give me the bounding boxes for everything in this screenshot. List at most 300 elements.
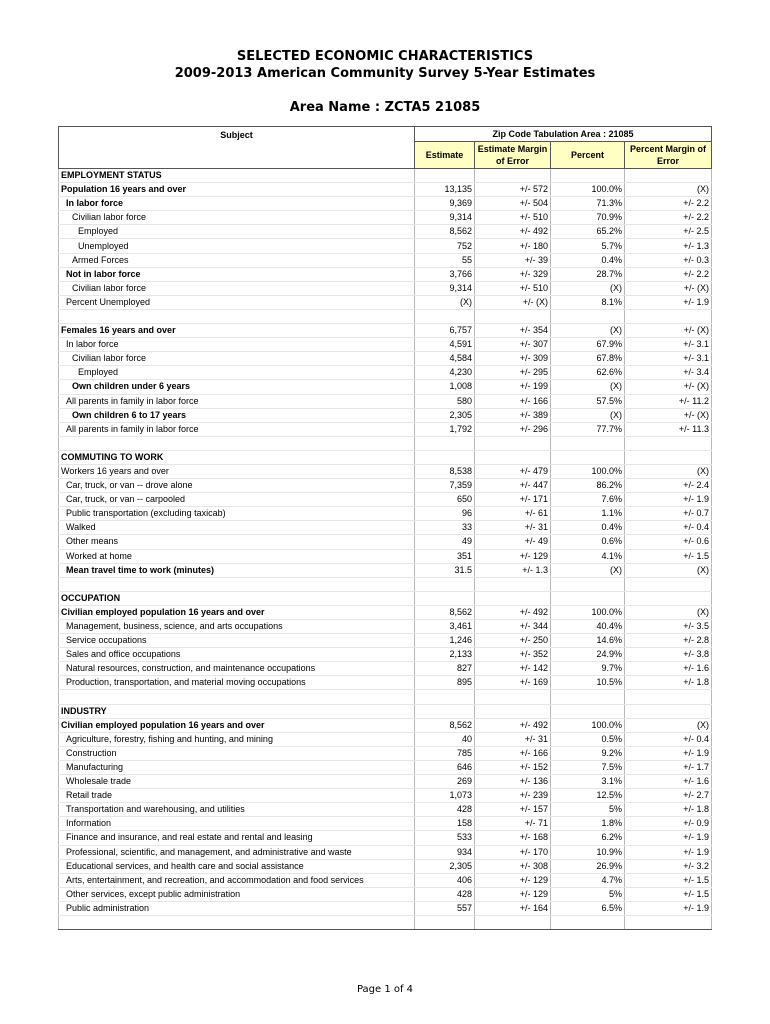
section-row xyxy=(59,704,712,718)
estimate-moe-cell: +/- 308 xyxy=(475,859,551,873)
estimate-moe-cell: +/- 572 xyxy=(475,183,551,197)
estimate-moe-cell: +/- 479 xyxy=(475,464,551,478)
percent-moe-cell: +/- 0.4 xyxy=(625,732,712,746)
estimate-moe-cell: +/- 296 xyxy=(475,422,551,436)
percent-cell: 6.2% xyxy=(551,831,625,845)
estimate-cell: 96 xyxy=(415,507,475,521)
percent-cell: (X) xyxy=(551,324,625,338)
row-label: Car, truck, or van -- carpooled xyxy=(59,493,415,507)
table-row xyxy=(59,408,712,422)
percent-header: Percent xyxy=(551,142,625,169)
percent-cell: (X) xyxy=(551,281,625,295)
percent-cell: 10.5% xyxy=(551,676,625,690)
percent-moe-cell: +/- 1.9 xyxy=(625,831,712,845)
estimate-moe-cell: +/- 447 xyxy=(475,479,551,493)
row-label: Civilian employed population 16 years and over xyxy=(59,605,415,619)
percent-cell: 70.9% xyxy=(551,211,625,225)
table-row xyxy=(59,789,712,803)
table-row xyxy=(59,845,712,859)
percent-moe-header xyxy=(625,142,712,169)
estimate-cell: 9,314 xyxy=(415,281,475,295)
percent-moe-cell: +/- 2.4 xyxy=(625,479,712,493)
estimate-moe-cell: +/- 129 xyxy=(475,549,551,563)
table-row xyxy=(59,394,712,408)
row-label: Population 16 years and over xyxy=(59,183,415,197)
page-number: Page 1 of 4 xyxy=(356,984,414,995)
percent-cell: 100.0% xyxy=(551,605,625,619)
percent-moe-cell: +/- (X) xyxy=(625,324,712,338)
row-label: Professional, scientific, and management, and administrative and waste xyxy=(59,845,415,859)
row-label: Percent Unemployed xyxy=(59,295,415,309)
document-subtitle: 2009-2013 American Community Survey 5-Year Estimates xyxy=(174,66,596,81)
percent-cell: 40.4% xyxy=(551,620,625,634)
estimate-cell: 2,133 xyxy=(415,648,475,662)
percent-moe-cell xyxy=(625,577,712,591)
estimate-cell: 580 xyxy=(415,394,475,408)
percent-cell: 100.0% xyxy=(551,464,625,478)
percent-moe-cell: +/- 1.9 xyxy=(625,493,712,507)
table-row xyxy=(59,197,712,211)
percent-moe-cell: +/- 1.5 xyxy=(625,887,712,901)
percent-moe-cell: +/- 3.2 xyxy=(625,859,712,873)
estimate-cell xyxy=(415,450,475,464)
percent-moe-cell: (X) xyxy=(625,718,712,732)
percent-cell xyxy=(551,450,625,464)
table-row xyxy=(59,225,712,239)
percent-moe-cell: +/- 1.5 xyxy=(625,873,712,887)
row-label: In labor force xyxy=(59,338,415,352)
table-row xyxy=(59,662,712,676)
percent-cell xyxy=(551,436,625,450)
estimate-cell xyxy=(415,690,475,704)
percent-cell: 4.7% xyxy=(551,873,625,887)
percent-cell xyxy=(551,577,625,591)
estimate-cell: 8,562 xyxy=(415,605,475,619)
table-row xyxy=(59,605,712,619)
row-label: Natural resources, construction, and maintenance occupations xyxy=(59,662,415,676)
estimate-cell: 557 xyxy=(415,901,475,915)
estimate-cell: 6,757 xyxy=(415,324,475,338)
percent-cell: 4.1% xyxy=(551,549,625,563)
percent-moe-cell: +/- 11.2 xyxy=(625,394,712,408)
estimate-moe-cell: +/- 354 xyxy=(475,324,551,338)
table-row xyxy=(59,267,712,281)
row-label: Employed xyxy=(59,366,415,380)
row-label: Armed Forces xyxy=(59,253,415,267)
row-label: Walked xyxy=(59,521,415,535)
percent-moe-cell: +/- 11.3 xyxy=(625,422,712,436)
row-label xyxy=(59,436,415,450)
percent-moe-cell: +/- 3.8 xyxy=(625,648,712,662)
estimate-cell: 785 xyxy=(415,746,475,760)
table-row xyxy=(59,746,712,760)
table-row xyxy=(59,324,712,338)
estimate-moe-cell: +/- 136 xyxy=(475,775,551,789)
table-row xyxy=(59,295,712,309)
percent-moe-cell: (X) xyxy=(625,183,712,197)
percent-moe-cell: +/- 3.1 xyxy=(625,352,712,366)
estimate-moe-cell: +/- 129 xyxy=(475,887,551,901)
percent-moe-cell: +/- 2.2 xyxy=(625,197,712,211)
percent-cell xyxy=(551,591,625,605)
estimate-cell: 1,073 xyxy=(415,789,475,803)
estimate-moe-cell xyxy=(475,450,551,464)
percent-moe-cell xyxy=(625,690,712,704)
percent-cell: 1.1% xyxy=(551,507,625,521)
percent-moe-cell: +/- 0.6 xyxy=(625,535,712,549)
table-row xyxy=(59,366,712,380)
estimate-cell: 895 xyxy=(415,676,475,690)
row-label: Finance and insurance, and real estate and rental and leasing xyxy=(59,831,415,845)
table-row xyxy=(59,507,712,521)
section-row xyxy=(59,450,712,464)
table-row xyxy=(59,873,712,887)
row-label xyxy=(59,577,415,591)
percent-cell: 86.2% xyxy=(551,479,625,493)
percent-cell: 100.0% xyxy=(551,718,625,732)
estimate-moe-cell: +/- 352 xyxy=(475,648,551,662)
table-row xyxy=(59,352,712,366)
row-label: Civilian labor force xyxy=(59,211,415,225)
row-label: Workers 16 years and over xyxy=(59,464,415,478)
percent-moe-cell: +/- 1.6 xyxy=(625,662,712,676)
percent-moe-cell xyxy=(625,169,712,183)
percent-moe-cell: +/- 0.9 xyxy=(625,817,712,831)
estimate-cell: 428 xyxy=(415,887,475,901)
estimate-moe-cell: +/- 129 xyxy=(475,873,551,887)
row-label: Production, transportation, and material moving occupations xyxy=(59,676,415,690)
percent-cell: 12.5% xyxy=(551,789,625,803)
zip-group-header: Zip Code Tabulation Area : 21085 xyxy=(415,127,712,142)
percent-cell xyxy=(551,915,625,929)
estimate-moe-header xyxy=(475,142,551,169)
table-row xyxy=(59,183,712,197)
table-row xyxy=(59,831,712,845)
estimate-moe-cell: +/- 250 xyxy=(475,634,551,648)
estimate-cell: 533 xyxy=(415,831,475,845)
percent-moe-cell: +/- 2.2 xyxy=(625,267,712,281)
percent-cell: 67.8% xyxy=(551,352,625,366)
row-label: Transportation and warehousing, and utilities xyxy=(59,803,415,817)
estimate-moe-cell: +/- 142 xyxy=(475,662,551,676)
percent-cell: 65.2% xyxy=(551,225,625,239)
row-label: Females 16 years and over xyxy=(59,324,415,338)
row-label: Unemployed xyxy=(59,239,415,253)
percent-cell: (X) xyxy=(551,380,625,394)
row-label: Service occupations xyxy=(59,634,415,648)
row-label: Own children 6 to 17 years xyxy=(59,408,415,422)
table-row xyxy=(59,732,712,746)
table-body xyxy=(59,169,712,930)
percent-cell: 9.7% xyxy=(551,662,625,676)
estimate-cell: 49 xyxy=(415,535,475,549)
estimate-moe-cell: +/- 199 xyxy=(475,380,551,394)
row-label: All parents in family in labor force xyxy=(59,394,415,408)
blank-row xyxy=(59,309,712,323)
table-row xyxy=(59,648,712,662)
estimate-cell: 428 xyxy=(415,803,475,817)
percent-moe-cell: +/- (X) xyxy=(625,380,712,394)
estimate-moe-cell: +/- 31 xyxy=(475,521,551,535)
percent-cell: 100.0% xyxy=(551,183,625,197)
percent-moe-cell xyxy=(625,450,712,464)
estimate-cell: 4,584 xyxy=(415,352,475,366)
table-row xyxy=(59,859,712,873)
estimate-cell xyxy=(415,591,475,605)
estimate-cell xyxy=(415,309,475,323)
table-row xyxy=(59,887,712,901)
row-label: Retail trade xyxy=(59,789,415,803)
row-label: Civilian labor force xyxy=(59,281,415,295)
estimate-cell: 3,766 xyxy=(415,267,475,281)
estimate-moe-cell xyxy=(475,591,551,605)
percent-cell: 3.1% xyxy=(551,775,625,789)
percent-moe-cell: +/- (X) xyxy=(625,281,712,295)
estimate-cell: 9,369 xyxy=(415,197,475,211)
row-label: Manufacturing xyxy=(59,760,415,774)
blank-row xyxy=(59,690,712,704)
percent-cell: 7.5% xyxy=(551,760,625,774)
percent-cell: 10.9% xyxy=(551,845,625,859)
estimate-moe-cell: +/- 309 xyxy=(475,352,551,366)
percent-cell: 1.8% xyxy=(551,817,625,831)
table-row xyxy=(59,760,712,774)
row-label: Other means xyxy=(59,535,415,549)
estimate-moe-cell: +/- 492 xyxy=(475,225,551,239)
estimate-moe-cell: +/- 61 xyxy=(475,507,551,521)
estimate-moe-cell: +/- 504 xyxy=(475,197,551,211)
document-title: SELECTED ECONOMIC CHARACTERISTICS xyxy=(236,49,534,64)
estimate-moe-cell xyxy=(475,169,551,183)
row-label: Civilian employed population 16 years and over xyxy=(59,718,415,732)
percent-cell: 67.9% xyxy=(551,338,625,352)
percent-moe-cell: +/- 0.4 xyxy=(625,521,712,535)
percent-moe-cell: +/- 1.8 xyxy=(625,803,712,817)
percent-cell xyxy=(551,690,625,704)
estimate-cell: 4,591 xyxy=(415,338,475,352)
percent-moe-cell: +/- 1.6 xyxy=(625,775,712,789)
blank-row xyxy=(59,436,712,450)
section-row xyxy=(59,169,712,183)
percent-cell: 14.6% xyxy=(551,634,625,648)
table-row xyxy=(59,549,712,563)
percent-moe-header-text: Percent Margin of Error xyxy=(630,144,707,166)
percent-moe-cell: +/- 1.9 xyxy=(625,901,712,915)
estimate-cell: 33 xyxy=(415,521,475,535)
table-row xyxy=(59,901,712,915)
percent-cell: 71.3% xyxy=(551,197,625,211)
percent-cell: 57.5% xyxy=(551,394,625,408)
table-row xyxy=(59,803,712,817)
estimate-moe-cell: +/- 169 xyxy=(475,676,551,690)
percent-moe-cell: (X) xyxy=(625,464,712,478)
estimate-cell xyxy=(415,436,475,450)
table-row xyxy=(59,718,712,732)
estimate-moe-cell xyxy=(475,915,551,929)
percent-moe-cell: +/- 3.1 xyxy=(625,338,712,352)
estimate-moe-cell: +/- 307 xyxy=(475,338,551,352)
percent-cell: 5.7% xyxy=(551,239,625,253)
percent-cell: 6.5% xyxy=(551,901,625,915)
row-label xyxy=(59,309,415,323)
estimate-moe-cell xyxy=(475,309,551,323)
estimate-cell: 827 xyxy=(415,662,475,676)
percent-moe-cell: (X) xyxy=(625,605,712,619)
estimate-moe-cell: +/- (X) xyxy=(475,295,551,309)
percent-moe-cell: +/- 2.7 xyxy=(625,789,712,803)
estimate-moe-cell: +/- 39 xyxy=(475,253,551,267)
estimate-cell: 1,246 xyxy=(415,634,475,648)
percent-cell: 9.2% xyxy=(551,746,625,760)
estimate-moe-cell: +/- 164 xyxy=(475,901,551,915)
table-row xyxy=(59,634,712,648)
estimate-cell: 7,359 xyxy=(415,479,475,493)
estimate-cell: 3,461 xyxy=(415,620,475,634)
percent-moe-cell: +/- 1.8 xyxy=(625,676,712,690)
row-label: All parents in family in labor force xyxy=(59,422,415,436)
estimate-moe-cell: +/- 180 xyxy=(475,239,551,253)
estimate-moe-cell: +/- 329 xyxy=(475,267,551,281)
estimate-cell: (X) xyxy=(415,295,475,309)
estimate-moe-cell: +/- 295 xyxy=(475,366,551,380)
estimate-moe-cell xyxy=(475,577,551,591)
table-row xyxy=(59,676,712,690)
row-label xyxy=(59,915,415,929)
table-row xyxy=(59,479,712,493)
estimate-moe-cell: +/- 157 xyxy=(475,803,551,817)
table-row xyxy=(59,239,712,253)
section-row xyxy=(59,591,712,605)
percent-cell xyxy=(551,704,625,718)
estimate-moe-cell: +/- 389 xyxy=(475,408,551,422)
percent-moe-cell: +/- 1.9 xyxy=(625,746,712,760)
estimate-cell: 8,538 xyxy=(415,464,475,478)
table-row xyxy=(59,817,712,831)
estimate-cell: 269 xyxy=(415,775,475,789)
percent-moe-cell: (X) xyxy=(625,563,712,577)
row-label: Educational services, and health care and social assistance xyxy=(59,859,415,873)
percent-cell: 5% xyxy=(551,803,625,817)
percent-moe-cell: +/- (X) xyxy=(625,408,712,422)
percent-cell: 5% xyxy=(551,887,625,901)
estimate-cell xyxy=(415,704,475,718)
table-row xyxy=(59,464,712,478)
estimate-cell: 2,305 xyxy=(415,859,475,873)
estimate-moe-cell: +/- 171 xyxy=(475,493,551,507)
row-label: Not in labor force xyxy=(59,267,415,281)
percent-moe-cell: +/- 2.5 xyxy=(625,225,712,239)
estimate-cell: 158 xyxy=(415,817,475,831)
percent-moe-cell: +/- 1.3 xyxy=(625,239,712,253)
estimate-moe-cell: +/- 31 xyxy=(475,732,551,746)
percent-cell: 24.9% xyxy=(551,648,625,662)
row-label: Construction xyxy=(59,746,415,760)
estimate-moe-cell: +/- 170 xyxy=(475,845,551,859)
estimate-header: Estimate xyxy=(415,142,475,169)
estimate-cell: 40 xyxy=(415,732,475,746)
percent-moe-cell: +/- 0.7 xyxy=(625,507,712,521)
area-name: Area Name : ZCTA5 21085 xyxy=(289,100,481,115)
percent-cell: (X) xyxy=(551,563,625,577)
estimate-cell: 13,135 xyxy=(415,183,475,197)
estimate-cell: 55 xyxy=(415,253,475,267)
table-row xyxy=(59,775,712,789)
row-label: Worked at home xyxy=(59,549,415,563)
percent-cell: 26.9% xyxy=(551,859,625,873)
estimate-moe-cell: +/- 168 xyxy=(475,831,551,845)
blank-row xyxy=(59,915,712,929)
row-label: Information xyxy=(59,817,415,831)
percent-moe-cell: +/- 3.5 xyxy=(625,620,712,634)
row-label: Sales and office occupations xyxy=(59,648,415,662)
percent-moe-cell xyxy=(625,436,712,450)
percent-cell xyxy=(551,169,625,183)
row-label: Other services, except public administration xyxy=(59,887,415,901)
percent-cell: 0.5% xyxy=(551,732,625,746)
row-label: Mean travel time to work (minutes) xyxy=(59,563,415,577)
estimate-moe-cell: +/- 492 xyxy=(475,718,551,732)
estimate-moe-cell: +/- 166 xyxy=(475,394,551,408)
estimate-cell: 351 xyxy=(415,549,475,563)
row-label: Own children under 6 years xyxy=(59,380,415,394)
estimate-cell: 646 xyxy=(415,760,475,774)
row-label: Wholesale trade xyxy=(59,775,415,789)
percent-moe-cell: +/- 2.2 xyxy=(625,211,712,225)
percent-cell: 0.4% xyxy=(551,253,625,267)
estimate-moe-cell: +/- 166 xyxy=(475,746,551,760)
percent-moe-cell xyxy=(625,309,712,323)
estimate-cell xyxy=(415,915,475,929)
row-label: COMMUTING TO WORK xyxy=(59,450,415,464)
percent-cell: 62.6% xyxy=(551,366,625,380)
estimate-cell: 1,008 xyxy=(415,380,475,394)
row-label: EMPLOYMENT STATUS xyxy=(59,169,415,183)
percent-moe-cell xyxy=(625,915,712,929)
subject-header: Subject xyxy=(59,127,415,169)
estimate-moe-cell: +/- 344 xyxy=(475,620,551,634)
estimate-moe-cell: +/- 71 xyxy=(475,817,551,831)
row-label: INDUSTRY xyxy=(59,704,415,718)
table-row xyxy=(59,338,712,352)
row-label: OCCUPATION xyxy=(59,591,415,605)
table-row xyxy=(59,620,712,634)
percent-cell: 77.7% xyxy=(551,422,625,436)
row-label xyxy=(59,690,415,704)
estimate-cell xyxy=(415,169,475,183)
estimate-cell: 31.5 xyxy=(415,563,475,577)
percent-moe-cell xyxy=(625,704,712,718)
estimate-cell xyxy=(415,577,475,591)
table-row xyxy=(59,211,712,225)
estimate-moe-cell: +/- 239 xyxy=(475,789,551,803)
percent-cell: 7.6% xyxy=(551,493,625,507)
estimate-moe-cell: +/- 152 xyxy=(475,760,551,774)
estimate-cell: 4,230 xyxy=(415,366,475,380)
percent-moe-cell: +/- 1.7 xyxy=(625,760,712,774)
estimate-cell: 8,562 xyxy=(415,225,475,239)
table-row xyxy=(59,521,712,535)
percent-moe-cell: +/- 1.9 xyxy=(625,845,712,859)
estimate-moe-cell: +/- 492 xyxy=(475,605,551,619)
estimate-moe-cell xyxy=(475,690,551,704)
estimate-moe-cell: +/- 49 xyxy=(475,535,551,549)
row-label: In labor force xyxy=(59,197,415,211)
percent-cell: 0.4% xyxy=(551,521,625,535)
estimate-moe-cell: +/- 1.3 xyxy=(475,563,551,577)
row-label: Public administration xyxy=(59,901,415,915)
percent-moe-cell: +/- 1.9 xyxy=(625,295,712,309)
percent-moe-cell: +/- 3.4 xyxy=(625,366,712,380)
